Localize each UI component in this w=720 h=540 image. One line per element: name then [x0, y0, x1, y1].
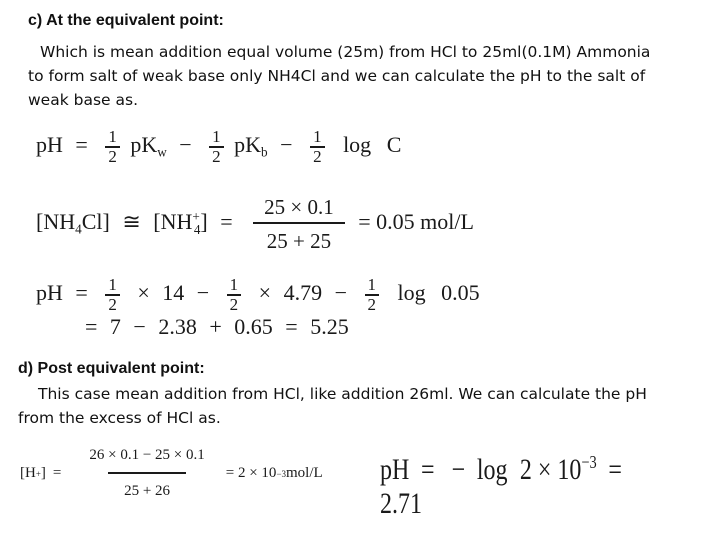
eq-term: 14	[162, 279, 185, 305]
eq-term: [H	[20, 465, 36, 482]
section-c-paragraph	[28, 40, 708, 112]
eq-result: 5.25	[310, 314, 349, 339]
fraction-numerator: 1	[367, 275, 376, 294]
fraction-numerator: 1	[108, 275, 117, 294]
equation-ph-substitution	[36, 276, 480, 314]
eq-fraction	[105, 128, 120, 166]
fraction-denominator: 2	[227, 294, 242, 314]
eq-operator: =	[608, 452, 622, 486]
paragraph-line: from the excess of HCl as.	[18, 409, 221, 427]
eq-term: 2 × 10	[519, 452, 582, 486]
equation-concentration	[36, 196, 474, 252]
eq-term: Cl]	[81, 209, 110, 235]
eq-operator: ×	[137, 279, 150, 305]
eq-operator: −	[451, 452, 466, 486]
eq-fraction	[227, 276, 242, 314]
eq-result: = 2 × 10	[225, 465, 277, 482]
eq-superscript: −3	[581, 452, 597, 472]
eq-result: = 0.05 mol/L	[358, 209, 474, 235]
paragraph-line: to form salt of weak base only NH4Cl and we can calculate the pH to the salt of	[28, 67, 646, 85]
equation-ph-result	[78, 314, 349, 340]
paragraph-line: Which is mean addition equal volume (25m) from HCl to 25ml(0.1M) Ammonia	[40, 43, 651, 61]
section-d-heading: d) Post equivalent point:	[18, 360, 205, 377]
eq-subscript: 4	[75, 221, 82, 237]
fraction-numerator: 26 × 0.1 − 25 × 0.1	[89, 447, 205, 463]
fraction-numerator: 1	[229, 275, 239, 294]
fraction-denominator: 2	[209, 146, 224, 166]
eq-subscript: 4	[193, 221, 201, 237]
eq-operator: +	[209, 314, 222, 339]
eq-superscript: +	[35, 468, 41, 479]
eq-fraction	[209, 128, 224, 166]
eq-result: 2.71	[380, 486, 422, 520]
eq-operator: =	[75, 131, 88, 157]
eq-operator: =	[75, 279, 88, 305]
eq-term: pH	[380, 452, 410, 486]
eq-operator: =	[220, 209, 233, 235]
eq-term: 4.79	[283, 279, 323, 305]
eq-term: ]	[200, 209, 208, 235]
eq-term: log	[397, 279, 426, 305]
eq-term: pH	[36, 279, 63, 305]
eq-operator: −	[334, 279, 347, 305]
fraction-denominator: 2	[105, 146, 120, 166]
fraction-denominator: 25 + 26	[108, 472, 186, 500]
eq-fraction	[73, 448, 220, 500]
fraction-numerator: 25 × 0.1	[264, 195, 334, 219]
eq-term: log	[343, 131, 372, 157]
eq-term: pK	[130, 131, 158, 157]
eq-term: 7	[109, 314, 121, 339]
eq-term: 0.65	[234, 314, 273, 339]
eq-operator: =	[420, 452, 435, 486]
eq-term: 2.38	[158, 314, 197, 339]
paragraph-line: This case mean addition from HCl, like addition 26ml. We can calculate the pH	[38, 385, 647, 403]
eq-term: [NH	[153, 209, 193, 235]
fraction-numerator: 1	[108, 127, 117, 146]
eq-operator: −	[179, 131, 192, 157]
eq-term: ]	[40, 465, 46, 482]
eq-term: log	[476, 452, 508, 486]
fraction-denominator: 2	[365, 294, 380, 314]
eq-term: 0.05	[441, 279, 480, 305]
equation-ph-formula	[36, 128, 401, 166]
eq-operator: −	[280, 131, 293, 157]
eq-subscript: b	[261, 144, 268, 160]
eq-operator: ≅	[122, 209, 141, 235]
eq-operator: −	[196, 279, 210, 305]
eq-term: mol/L	[286, 465, 323, 482]
eq-fraction	[310, 128, 325, 166]
eq-term: [NH	[36, 209, 76, 235]
eq-subscript: w	[157, 144, 167, 160]
fraction-numerator: 1	[212, 127, 221, 146]
fraction-numerator: 1	[313, 127, 322, 146]
eq-term: pH	[36, 131, 63, 157]
fraction-denominator: 2	[310, 146, 325, 166]
eq-operator: =	[285, 314, 298, 339]
eq-term: pK	[234, 131, 262, 157]
eq-fraction	[250, 196, 348, 252]
eq-operator: =	[52, 465, 62, 482]
eq-superscript: −3	[276, 468, 287, 479]
eq-term: C	[386, 131, 402, 157]
paragraph-line: weak base as.	[28, 91, 138, 109]
fraction-denominator: 25 + 25	[253, 222, 345, 252]
eq-fraction	[365, 276, 380, 314]
equation-hydrogen-ion	[20, 448, 323, 500]
eq-superscript: +	[192, 209, 200, 225]
eq-operator: ×	[258, 279, 272, 305]
eq-fraction	[105, 276, 120, 314]
eq-operator: −	[133, 314, 146, 339]
fraction-denominator: 2	[105, 294, 120, 314]
equation-final-ph	[380, 452, 652, 521]
eq-operator: =	[85, 314, 98, 339]
section-c-heading: c) At the equivalent point:	[28, 12, 224, 29]
section-d-paragraph	[18, 382, 718, 430]
